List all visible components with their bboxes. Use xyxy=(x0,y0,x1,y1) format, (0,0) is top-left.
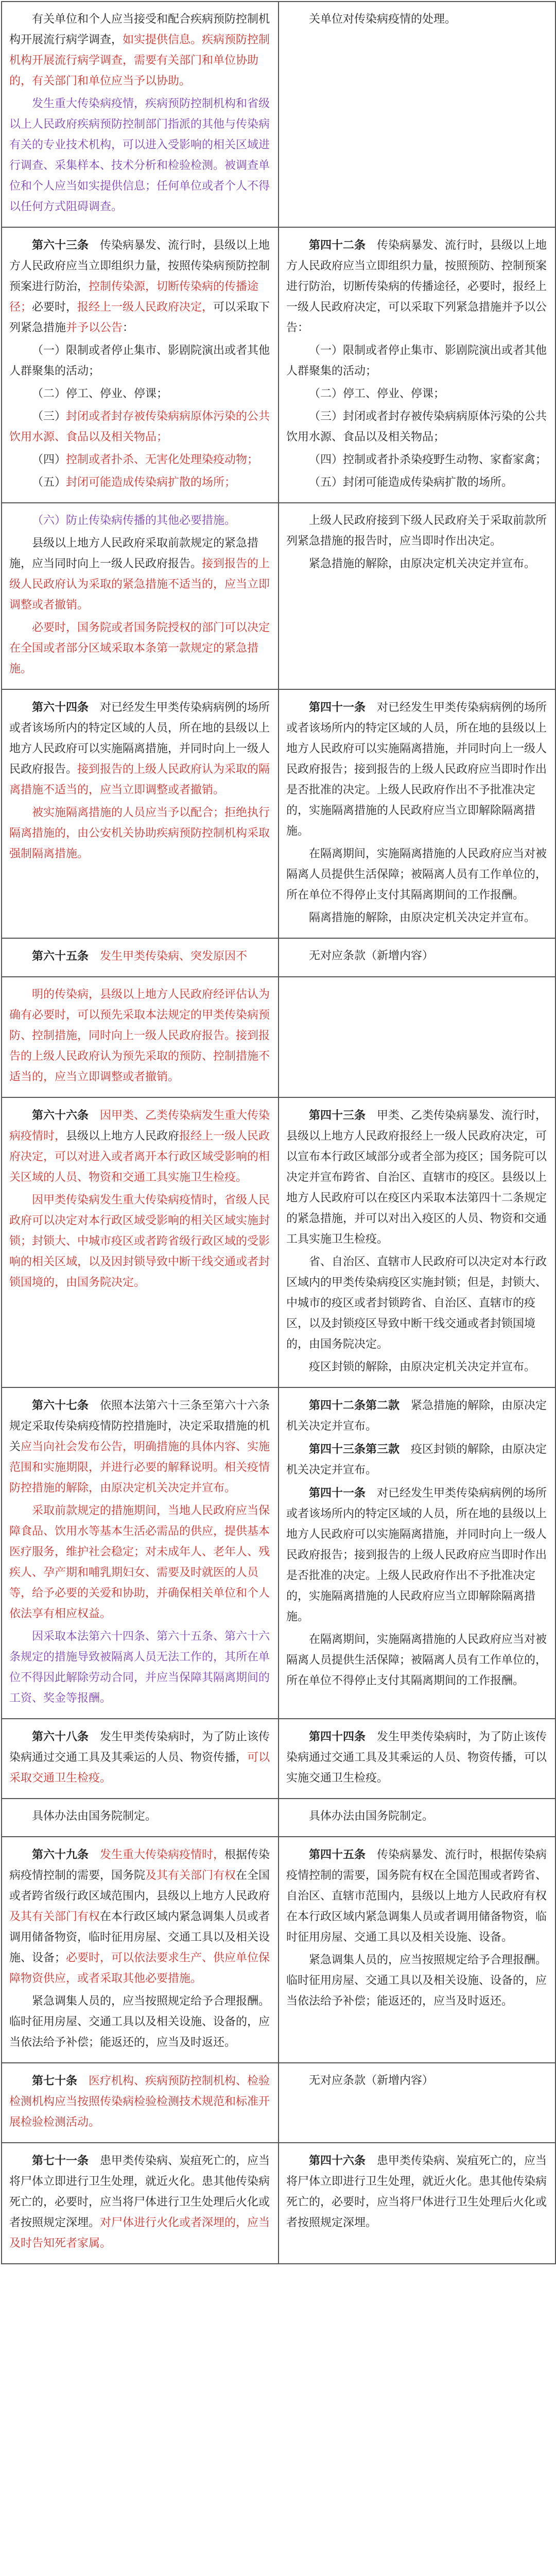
old-law-cell xyxy=(279,689,555,938)
comparison-table xyxy=(1,1,556,2264)
clause-paragraph: 被实施隔离措施的人员应当予以配合；拒绝执行隔离措施的，由公安机关协助疾病预防控制机构采取强制隔离措施。 xyxy=(9,806,270,860)
clause-paragraph: 第六十三条 传染病暴发、流行时，县级以上地方人民政府应当立即组织力量，按照传染病预防控制预案进行防治，控制传染源，切断传染病的传播途径；必要时，报经上一级人民政府决定，可以采取下列紧急措施并予以公告： xyxy=(9,239,270,334)
clause-paragraph: 明的传染病，县级以上地方人民政府经评估认为确有必要时，可以预先采取本法规定的甲类传染病预防、控制措施，同时向上一级人民政府报告。接到报告的上级人民政府认为预先采取的预防、控制措施不适当的，应当立即调整或者撤销。 xyxy=(9,988,270,1083)
clause-paragraph: 在隔离期间，实施隔离措施的人民政府应当对被隔离人员提供生活保障；被隔离人员有工作单位的，所在单位不得停止支付其隔离期间的工作报酬。 xyxy=(286,848,547,902)
table-row xyxy=(2,1799,555,1837)
clause-paragraph: 必要时，国务院或者国务院授权的部门可以决定在全国或者部分区域采取本条第一款规定的紧急措施。 xyxy=(9,621,270,675)
new-law-cell xyxy=(2,227,279,503)
clause-paragraph: 省、自治区、直辖市人民政府可以决定对本行政区域内的甲类传染病疫区实施封锁；但是，封锁大、中城市的疫区或者封锁跨省、自治区、直辖市的疫区，以及封锁疫区导致中断干线交通或者封锁国境的，由国务院决定。 xyxy=(286,1256,547,1351)
clause-paragraph: （六）防止传染病传播的其他必要措施。 xyxy=(32,514,236,527)
table-row xyxy=(2,2063,555,2143)
clause-paragraph: 无对应条款（新增内容） xyxy=(309,950,434,962)
new-law-cell xyxy=(2,1837,279,2063)
clause-paragraph: 有关单位和个人应当接受和配合疾病预防控制机构开展流行病学调查，如实提供信息。疾病预防控制机构开展流行病学调查，需要有关部门和单位协助的，有关部门和单位应当予以协助。 xyxy=(9,13,270,88)
table-row xyxy=(2,938,555,977)
clause-paragraph: 因采取本法第六十四条、第六十五条、第六十六条规定的措施导致被隔离人员无法工作的，其所在单位不得因此解除劳动合同，并应当保障其隔离期间的工资、奖金等报酬。 xyxy=(9,1630,270,1705)
clause-paragraph: 紧急措施的解除，由原决定机关决定并宣布。 xyxy=(309,557,536,570)
table-row xyxy=(2,503,555,689)
clause-paragraph: 第六十四条 对已经发生甲类传染病病例的场所或者该场所内的特定区域的人员，所在地的县级以上地方人民政府可以实施隔离措施，并同时向上一级人民政府报告。接到报告的上级人民政府认为采取的隔离措施不适当的，应当立即调整或者撤销。 xyxy=(9,701,270,796)
clause-paragraph: （二）停工、停业、停课； xyxy=(309,387,445,400)
old-law-cell xyxy=(279,503,555,689)
clause-paragraph: 第四十一条 对已经发生甲类传染病病例的场所或者该场所内的特定区域的人员，所在地的县级以上地方人民政府可以实施隔离措施，并同时向上一级人民政府报告；接到报告的上级人民政府应当即时作出是否批准的决定。上级人民政府作出不予批准决定的，实施隔离措施的人民政府应当立即解除隔离措施。 xyxy=(286,701,547,838)
old-law-cell xyxy=(279,2,555,227)
clause-paragraph: （一）限制或者停止集市、影剧院演出或者其他人群聚集的活动； xyxy=(9,344,270,378)
clause-paragraph: （二）停工、停业、停课； xyxy=(32,387,168,400)
clause-paragraph: （五）封闭可能造成传染病扩散的场所。 xyxy=(309,476,513,489)
clause-paragraph: 第六十七条 依照本法第六十三条至第六十六条规定采取传染病疫情防控措施时，决定采取措施的机关应当向社会发布公告，明确措施的具体内容、实施范围和实施期限，并进行必要的解释说明。相关疫情防控措施的解除，由原决定机关决定并宣布。 xyxy=(9,1399,270,1495)
clause-paragraph: 在隔离期间，实施隔离措施的人民政府应当对被隔离人员提供生活保障；被隔离人员有工作单位的，所在单位不得停止支付其隔离期间的工作报酬。 xyxy=(286,1633,547,1687)
table-row xyxy=(2,1719,555,1799)
clause-paragraph: 采取前款规定的措施期间，当地人民政府应当保障食品、饮用水等基本生活必需品的供应，提供基本医疗服务，维护社会稳定；对未成年人、老年人、残疾人、孕产期和哺乳期妇女、需要及时就医的人员等，给予必要的关爱和协助，并确保相关单位和个人依法享有相应权益。 xyxy=(9,1504,270,1620)
table-row xyxy=(2,1837,555,2063)
clause-paragraph: 第六十八条 发生甲类传染病时，为了防止该传染病通过交通工具及其乘运的人员、物资传播，可以采取交通卫生检疫。 xyxy=(9,1730,270,1785)
clause-paragraph: 无对应条款（新增内容） xyxy=(309,2074,434,2087)
clause-paragraph: 因甲类传染病发生重大传染病疫情时，省级人民政府可以决定对本行政区域受影响的相关区域实施封锁；封锁大、中城市疫区或者跨省级行政区域的受影响的相关区域，以及因封锁导致中断干线交通或者封锁国境的，由国务院决定。 xyxy=(9,1194,270,1289)
old-law-cell xyxy=(279,2063,555,2143)
clause-paragraph: （五）封闭可能造成传染病扩散的场所； xyxy=(32,476,236,489)
new-law-cell xyxy=(2,2,279,227)
old-law-cell xyxy=(279,1387,555,1719)
table-row xyxy=(2,689,555,938)
clause-paragraph: 上级人民政府接到下级人民政府关于采取前款所列紧急措施的报告时，应当即时作出决定。 xyxy=(286,514,547,548)
new-law-cell xyxy=(2,689,279,938)
clause-paragraph: （四）控制或者扑杀染疫野生动物、家畜家禽； xyxy=(309,453,547,466)
clause-paragraph: （四）控制或者扑杀、无害化处理染疫动物； xyxy=(32,453,259,466)
clause-paragraph: 第六十九条 发生重大传染病疫情时，根据传染病疫情控制的需要，国务院及其有关部门有权在全国或者跨省级行政区域范围内，县级以上地方人民政府及其有关部门有权在本行政区域内紧急调集人员或者调用储备物资，临时征用房屋、交通工具以及相关设施、设备；必要时，可以依法要求生产、供应单位保障物资供应，或者采取其他必要措施。 xyxy=(9,1848,270,1985)
clause-paragraph: 第四十一条 对已经发生甲类传染病病例的场所或者该场所内的特定区域的人员，所在地的县级以上地方人民政府可以实施隔离措施，并同时向上一级人民政府报告；接到报告的上级人民政府应当即时作出是否批准的决定。上级人民政府作出不予批准决定的，实施隔离措施的人民政府应当立即解除隔离措施。 xyxy=(286,1486,547,1623)
clause-paragraph: 发生重大传染病疫情，疾病预防控制机构和省级以上人民政府疾病预防控制部门指派的其他与传染病有关的专业技术机构，可以进入受影响的相关区域进行调查、采集样本、技术分析和检验检测。被调查单位和个人应当如实提供信息；任何单位或者个人不得以任何方式阻碍调查。 xyxy=(9,97,270,213)
clause-paragraph: 第四十五条 传染病暴发、流行时，根据传染病疫情控制的需要，国务院有权在全国范围或者跨省、自治区、直辖市范围内，县级以上地方人民政府有权在本行政区域内紧急调集人员或者调用储备物资，临时征用房屋、交通工具以及相关设施、设备。 xyxy=(286,1848,547,1944)
table-row xyxy=(2,1097,555,1387)
clause-paragraph: 第四十三条 甲类、乙类传染病暴发、流行时，县级以上地方人民政府报经上一级人民政府决定，可以宣布本行政区域部分或者全部为疫区；国务院可以决定并宣布跨省、自治区、直辖市的疫区。县级以上地方人民政府可以在疫区内采取本法第四十二条规定的紧急措施，并可以对出入疫区的人员、物资和交通工具实施卫生检疫。 xyxy=(286,1109,547,1246)
clause-paragraph: 第四十二条 传染病暴发、流行时，县级以上地方人民政府应当立即组织力量，按照预防、控制预案进行防治，切断传染病的传播途径，必要时，报经上一级人民政府决定，可以采取下列紧急措施并予以公告： xyxy=(286,239,547,334)
old-law-cell xyxy=(279,938,555,977)
clause-paragraph: 具体办法由国务院制定。 xyxy=(309,1810,434,1823)
old-law-cell xyxy=(279,977,555,1097)
table-row xyxy=(2,227,555,503)
new-law-cell xyxy=(2,1799,279,1837)
clause-paragraph: 第四十四条 发生甲类传染病时，为了防止该传染病通过交通工具及其乘运的人员、物资传播，可以实施交通卫生检疫。 xyxy=(286,1730,547,1785)
clause-paragraph: 县级以上地方人民政府采取前款规定的紧急措施，应当同时向上一级人民政府报告。接到报告的上级人民政府认为采取的紧急措施不适当的，应当立即调整或者撤销。 xyxy=(9,537,270,612)
old-law-cell xyxy=(279,1097,555,1387)
new-law-cell xyxy=(2,2063,279,2143)
new-law-cell xyxy=(2,938,279,977)
new-law-cell xyxy=(2,2143,279,2264)
clause-paragraph: 紧急调集人员的，应当按照规定给予合理报酬。临时征用房屋、交通工具以及相关设施、设备的，应当依法给予补偿；能返还的，应当及时返还。 xyxy=(286,1954,547,2008)
clause-paragraph: （一）限制或者停止集市、影剧院演出或者其他人群聚集的活动； xyxy=(286,344,547,378)
table-row xyxy=(2,977,555,1097)
table-row xyxy=(2,2,555,227)
clause-paragraph: 紧急调集人员的，应当按照规定给予合理报酬。临时征用房屋、交通工具以及相关设施、设备的，应当依法给予补偿；能返还的，应当及时返还。 xyxy=(9,1995,270,2049)
clause-paragraph: 具体办法由国务院制定。 xyxy=(32,1810,157,1823)
clause-paragraph: 第四十二条第二款 紧急措施的解除，由原决定机关决定并宣布。 xyxy=(286,1399,547,1433)
new-law-cell xyxy=(2,977,279,1097)
table-row xyxy=(2,2143,555,2264)
clause-paragraph: 第七十条 医疗机构、疾病预防控制机构、检验检测机构应当按照传染病检验检测技术规范和标准开展检验检测活动。 xyxy=(9,2074,270,2129)
old-law-cell xyxy=(279,2143,555,2264)
old-law-cell xyxy=(279,1719,555,1799)
old-law-cell xyxy=(279,227,555,503)
new-law-cell xyxy=(2,1387,279,1719)
clause-paragraph: 第四十三条第三款 疫区封锁的解除，由原决定机关决定并宣布。 xyxy=(286,1443,547,1477)
clause-paragraph: 第六十六条 因甲类、乙类传染病发生重大传染病疫情时，县级以上地方人民政府报经上一级人民政府决定，可以对进入或者离开本行政区域受影响的相关区域的人员、物资和交通工具实施卫生检疫。 xyxy=(9,1109,270,1184)
old-law-cell xyxy=(279,1837,555,2063)
table-row xyxy=(2,1387,555,1719)
new-law-cell xyxy=(2,1719,279,1799)
clause-paragraph: （三）封闭或者封存被传染病病原体污染的公共饮用水源、食品以及相关物品； xyxy=(286,410,547,444)
clause-paragraph: 第六十五条 发生甲类传染病、突发原因不 xyxy=(32,950,248,963)
clause-paragraph: 隔离措施的解除，由原决定机关决定并宣布。 xyxy=(309,911,536,924)
clause-paragraph: 第七十一条 患甲类传染病、炭疽死亡的，应当将尸体立即进行卫生处理，就近火化。患其他传染病死亡的，必要时，应当将尸体进行卫生处理后火化或者按照规定深埋。对尸体进行火化或者深埋的，应当及时告知死者家属。 xyxy=(9,2154,270,2250)
new-law-cell xyxy=(2,1097,279,1387)
old-law-cell xyxy=(279,1799,555,1837)
clause-paragraph: （三）封闭或者封存被传染病病原体污染的公共饮用水源、食品以及相关物品； xyxy=(9,410,270,444)
clause-paragraph: 第四十六条 患甲类传染病、炭疽死亡的，应当将尸体立即进行卫生处理，就近火化。患其他传染病死亡的，必要时，应当将尸体进行卫生处理后火化或者按照规定深埋。 xyxy=(286,2154,547,2229)
new-law-cell xyxy=(2,503,279,689)
clause-paragraph: 疫区封锁的解除，由原决定机关决定并宣布。 xyxy=(309,1361,536,1374)
clause-paragraph: 关单位对传染病疫情的处理。 xyxy=(309,13,457,26)
